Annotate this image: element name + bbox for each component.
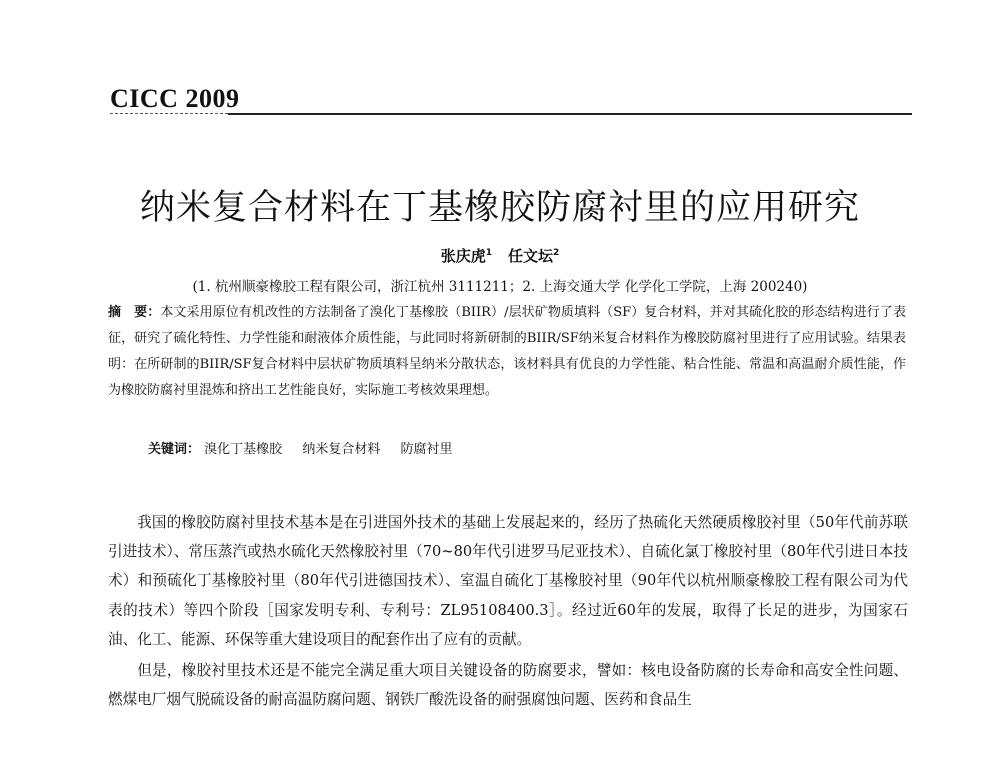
body-paragraph: 我国的橡胶防腐衬里技术基本是在引进国外技术的基础上发展起来的，经历了热硫化天然硬质橡胶衬里（50年代前苏联引进技术）、常压蒸汽或热水硫化天然橡胶衬里（70~80年代引进罗马尼亚技术）、自硫化氯丁橡胶衬里（80年代引进日本技术）和预硫化丁基橡胶衬里（80年代引进德国技术）、室温自硫化丁基橡胶衬里（90年代以杭州顺豪橡胶工程有限公司为代表的技术）等四个阶段［国家发明专利、专利号：ZL95108400.3］。经过近60年的发展，取得了长足的进步，为国家石油、化工、能源、环保等重大建设项目的配套作出了应有的贡献。 bbox=[108, 514, 908, 648]
abstract-label: 摘 要： bbox=[108, 305, 161, 320]
author-name: 张庆虎 bbox=[440, 247, 486, 265]
running-head: CICC 2009 bbox=[110, 84, 240, 113]
running-head-rule bbox=[228, 113, 912, 115]
abstract bbox=[108, 300, 906, 404]
author-list bbox=[0, 245, 1000, 266]
keywords bbox=[148, 438, 468, 457]
running-head-rule-left bbox=[110, 113, 228, 114]
author-name: 任文坛 bbox=[508, 247, 554, 265]
body-text bbox=[108, 508, 908, 714]
keyword: 纳米复合材料 bbox=[302, 442, 381, 457]
author-affiliation-mark: 1 bbox=[485, 248, 492, 258]
affiliations: (1. 杭州顺豪橡胶工程有限公司，浙江杭州 3111211；2. 上海交通大学 化学化工学院，上海 200240) bbox=[192, 279, 808, 295]
keyword: 溴化丁基橡胶 bbox=[204, 442, 283, 457]
body-paragraph: 但是，橡胶衬里技术还是不能完全满足重大项目关键设备的防腐要求，譬如：核电设备防腐的长寿命和高安全性问题、燃煤电厂烟气脱硫设备的耐高温防腐问题、钢铁厂酸洗设备的耐强腐蚀问题、医药和食品生 bbox=[108, 662, 908, 709]
keyword: 防腐衬里 bbox=[400, 442, 453, 457]
abstract-text: 本文采用原位有机改性的方法制备了溴化丁基橡胶（BIIR）/层状矿物质填料（SF）复合材料，并对其硫化胶的形态结构进行了表征，研究了硫化特性、力学性能和耐液体介质性能，与此同时将新研制的BIIR/SF纳米复合材料作为橡胶防腐衬里进行了应用试验。结果表明：在所研制的BIIR/SF复合材料中层状矿物质填料呈纳米分散状态，该材料具有优良的力学性能、粘合性能、常温和高温耐介质性能，作为橡胶防腐衬里混炼和挤出工艺性能良好，实际施工考核效果理想。 bbox=[108, 305, 906, 398]
author-affiliation-mark: 2 bbox=[553, 248, 560, 258]
keywords-label: 关键词： bbox=[148, 442, 201, 457]
paper-title: 纳米复合材料在丁基橡胶防腐衬里的应用研究 bbox=[139, 188, 860, 228]
